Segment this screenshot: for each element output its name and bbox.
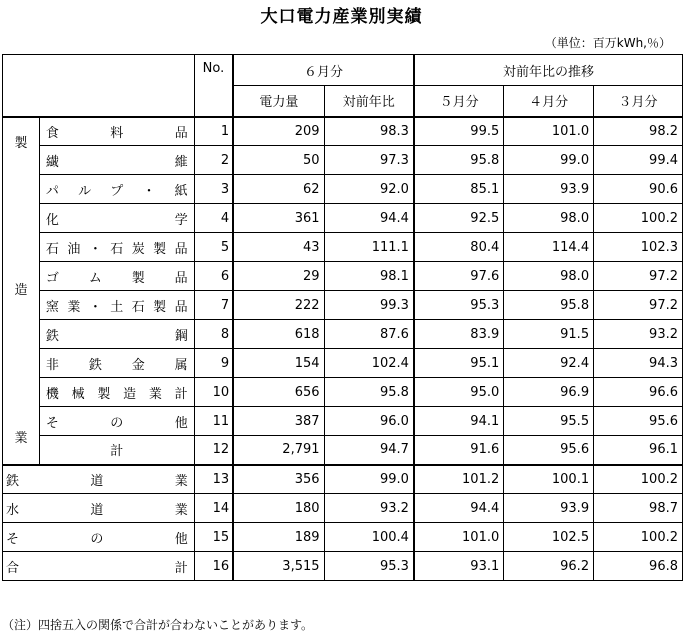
cell-may: 95.8 <box>414 146 504 175</box>
group-label-manufacturing <box>3 117 40 465</box>
cell-may: 83.9 <box>414 320 504 349</box>
cell-mar: 100.2 <box>594 465 683 494</box>
table-row <box>3 291 683 320</box>
table-row <box>3 494 683 523</box>
row-label-char: ・ <box>88 299 102 315</box>
cell-power: 29 <box>233 262 324 291</box>
row-label-char: 製 <box>153 299 167 315</box>
table-row <box>3 436 683 465</box>
row-label-char: の <box>110 415 124 431</box>
row-label <box>3 523 195 552</box>
header-yoy-trend: 対前年比の推移 <box>414 55 683 86</box>
cell-apr: 102.5 <box>504 523 594 552</box>
row-label <box>39 233 194 262</box>
row-label-char: 製 <box>131 270 145 286</box>
header-may: ５月分 <box>414 86 504 117</box>
row-label-char: 機 <box>45 386 59 402</box>
cell-mar: 97.2 <box>594 262 683 291</box>
row-label-char: 金 <box>131 357 145 373</box>
table-row <box>3 146 683 175</box>
row-label-chars <box>46 383 188 402</box>
cell-power: 356 <box>233 465 324 494</box>
cell-yoy: 93.2 <box>324 494 414 523</box>
row-label-char: 業 <box>148 386 162 402</box>
cell-yoy: 98.1 <box>324 262 414 291</box>
row-label-chars <box>46 267 188 286</box>
cell-may: 95.3 <box>414 291 504 320</box>
row-label-char: 道 <box>90 473 104 489</box>
row-label: 計 <box>39 436 194 465</box>
cell-yoy: 98.3 <box>324 117 414 146</box>
unit-label: （単位：百万kWh,％） <box>544 36 671 50</box>
row-no: 14 <box>194 494 233 523</box>
row-label-char: ・ <box>142 183 156 199</box>
cell-apr: 98.0 <box>504 204 594 233</box>
row-label-char: 他 <box>174 531 188 547</box>
row-no: 7 <box>194 291 233 320</box>
cell-apr: 101.0 <box>504 117 594 146</box>
cell-apr: 95.6 <box>504 436 594 465</box>
row-label-char: 学 <box>174 212 188 228</box>
cell-yoy: 94.7 <box>324 436 414 465</box>
table-row <box>3 204 683 233</box>
header-yoy: 対前年比 <box>324 86 414 117</box>
cell-may: 94.1 <box>414 407 504 436</box>
cell-power: 50 <box>233 146 324 175</box>
cell-may: 93.1 <box>414 552 504 581</box>
cell-mar: 97.2 <box>594 291 683 320</box>
row-no: 4 <box>194 204 233 233</box>
row-label-char: 属 <box>174 357 188 373</box>
cell-power: 62 <box>233 175 324 204</box>
row-label-char: 造 <box>123 386 137 402</box>
cell-mar: 90.6 <box>594 175 683 204</box>
table-row <box>3 552 683 581</box>
row-label-char: 繊 <box>45 154 59 170</box>
table-row <box>3 117 683 146</box>
row-label-char: 石 <box>110 241 124 257</box>
cell-power: 387 <box>233 407 324 436</box>
row-label-char: 品 <box>174 241 188 257</box>
cell-power: 3,515 <box>233 552 324 581</box>
cell-yoy: 94.4 <box>324 204 414 233</box>
cell-apr: 95.8 <box>504 291 594 320</box>
row-label <box>39 378 194 407</box>
row-label-chars <box>6 528 188 547</box>
table-row <box>3 233 683 262</box>
table-row <box>3 262 683 291</box>
row-label <box>39 262 194 291</box>
row-label-char: 鉄 <box>6 473 20 489</box>
cell-may: 95.1 <box>414 349 504 378</box>
cell-yoy: 92.0 <box>324 175 414 204</box>
row-label-char: 鋼 <box>174 328 188 344</box>
page-title: 大口電力産業別実績 <box>260 7 423 27</box>
cell-may: 80.4 <box>414 233 504 262</box>
row-label <box>3 465 195 494</box>
table-row <box>3 320 683 349</box>
footnote: （注）四捨五入の関係で合計が合わないことがあります。 <box>2 618 314 632</box>
cell-apr: 98.0 <box>504 262 594 291</box>
cell-power: 180 <box>233 494 324 523</box>
row-label-chars <box>6 557 188 576</box>
row-label-char: 食 <box>45 125 59 141</box>
cell-yoy: 111.1 <box>324 233 414 262</box>
row-label-char: 械 <box>71 386 85 402</box>
row-label-char: 品 <box>174 299 188 315</box>
header-no: No. <box>194 55 233 117</box>
row-label-chars <box>46 354 188 373</box>
cell-may: 92.5 <box>414 204 504 233</box>
cell-mar: 95.6 <box>594 407 683 436</box>
group-label-char: 製 <box>14 135 28 151</box>
row-no: 11 <box>194 407 233 436</box>
cell-mar: 100.2 <box>594 204 683 233</box>
cell-yoy: 99.3 <box>324 291 414 320</box>
header-june: ６月分 <box>233 55 414 86</box>
cell-power: 43 <box>233 233 324 262</box>
cell-yoy: 95.3 <box>324 552 414 581</box>
cell-apr: 99.0 <box>504 146 594 175</box>
cell-mar: 102.3 <box>594 233 683 262</box>
header-row-1 <box>3 55 683 86</box>
cell-power: 361 <box>233 204 324 233</box>
row-label-char: パ <box>45 183 59 199</box>
row-no: 15 <box>194 523 233 552</box>
row-no: 5 <box>194 233 233 262</box>
row-label-char: 炭 <box>131 241 145 257</box>
row-label-char: プ <box>110 183 124 199</box>
row-label-char: 鉄 <box>88 357 102 373</box>
row-label-chars <box>46 209 188 228</box>
cell-mar: 100.2 <box>594 523 683 552</box>
row-label-char: 化 <box>45 212 59 228</box>
header-apr: ４月分 <box>504 86 594 117</box>
cell-yoy: 96.0 <box>324 407 414 436</box>
row-no: 2 <box>194 146 233 175</box>
row-label-chars <box>46 122 188 141</box>
row-label-char: 水 <box>6 502 20 518</box>
cell-may: 91.6 <box>414 436 504 465</box>
row-no: 12 <box>194 436 233 465</box>
row-no: 3 <box>194 175 233 204</box>
row-label-char: の <box>90 531 104 547</box>
row-label-char: 紙 <box>174 183 188 199</box>
row-label-char: 道 <box>90 502 104 518</box>
cell-apr: 93.9 <box>504 175 594 204</box>
row-label-char: 土 <box>110 299 124 315</box>
row-label-chars <box>46 238 188 257</box>
row-label-char: 計 <box>174 386 188 402</box>
row-label <box>39 146 194 175</box>
cell-power: 2,791 <box>233 436 324 465</box>
row-no: 9 <box>194 349 233 378</box>
row-no: 13 <box>194 465 233 494</box>
header-mar: ３月分 <box>594 86 683 117</box>
cell-apr: 100.1 <box>504 465 594 494</box>
cell-mar: 96.6 <box>594 378 683 407</box>
cell-may: 95.0 <box>414 378 504 407</box>
table-row <box>3 407 683 436</box>
row-label-char: 窯 <box>45 299 59 315</box>
cell-yoy: 95.8 <box>324 378 414 407</box>
row-label-char: 料 <box>110 125 124 141</box>
row-label-chars <box>6 499 188 518</box>
cell-mar: 93.2 <box>594 320 683 349</box>
cell-may: 101.2 <box>414 465 504 494</box>
row-no: 6 <box>194 262 233 291</box>
cell-yoy: 87.6 <box>324 320 414 349</box>
cell-mar: 96.1 <box>594 436 683 465</box>
cell-apr: 92.4 <box>504 349 594 378</box>
table-row <box>3 465 683 494</box>
row-no: 16 <box>194 552 233 581</box>
cell-may: 94.4 <box>414 494 504 523</box>
row-label-char: そ <box>6 531 20 547</box>
row-label-char: 維 <box>174 154 188 170</box>
row-label-chars <box>46 296 188 315</box>
table-row <box>3 378 683 407</box>
row-label-char: 製 <box>97 386 111 402</box>
cell-power: 618 <box>233 320 324 349</box>
cell-apr: 114.4 <box>504 233 594 262</box>
row-label-char: 製 <box>153 241 167 257</box>
row-label-char: ゴ <box>45 270 59 286</box>
row-no: 10 <box>194 378 233 407</box>
cell-mar: 94.3 <box>594 349 683 378</box>
cell-power: 222 <box>233 291 324 320</box>
row-label <box>39 117 194 146</box>
row-label-char: 合 <box>6 560 20 576</box>
row-no: 8 <box>194 320 233 349</box>
cell-may: 97.6 <box>414 262 504 291</box>
row-label-chars <box>46 151 188 170</box>
cell-mar: 98.2 <box>594 117 683 146</box>
row-label-char: ム <box>88 270 102 286</box>
row-label <box>39 291 194 320</box>
cell-may: 101.0 <box>414 523 504 552</box>
cell-apr: 96.9 <box>504 378 594 407</box>
row-label-char: 計 <box>174 560 188 576</box>
cell-power: 189 <box>233 523 324 552</box>
cell-mar: 96.8 <box>594 552 683 581</box>
cell-apr: 95.5 <box>504 407 594 436</box>
table-row <box>3 523 683 552</box>
group-label-char: 造 <box>14 283 28 298</box>
row-label-chars <box>6 470 188 489</box>
header-power: 電力量 <box>233 86 324 117</box>
row-label <box>3 552 195 581</box>
row-label-chars <box>46 180 188 199</box>
row-label-chars <box>46 412 188 431</box>
row-label-char: 品 <box>174 125 188 141</box>
row-label-char: 非 <box>45 357 59 373</box>
row-label-char: 鉄 <box>45 328 59 344</box>
row-label-char: ル <box>78 183 92 199</box>
row-label <box>3 494 195 523</box>
table-row <box>3 349 683 378</box>
row-label-char: 品 <box>174 270 188 286</box>
cell-power: 154 <box>233 349 324 378</box>
row-label-char: 業 <box>174 502 188 518</box>
cell-mar: 99.4 <box>594 146 683 175</box>
row-label-chars <box>46 325 188 344</box>
row-label <box>39 320 194 349</box>
header-blank <box>3 55 195 117</box>
cell-apr: 91.5 <box>504 320 594 349</box>
cell-apr: 96.2 <box>504 552 594 581</box>
row-no: 1 <box>194 117 233 146</box>
row-label-char: そ <box>45 415 59 431</box>
electricity-table <box>2 54 683 581</box>
row-label-char: 業 <box>174 473 188 489</box>
cell-apr: 93.9 <box>504 494 594 523</box>
row-label-char: 他 <box>174 415 188 431</box>
cell-power: 656 <box>233 378 324 407</box>
row-label-char: 石 <box>45 241 59 257</box>
row-label <box>39 349 194 378</box>
row-label-char: 石 <box>131 299 145 315</box>
row-label <box>39 204 194 233</box>
cell-may: 99.5 <box>414 117 504 146</box>
row-label <box>39 175 194 204</box>
cell-yoy: 97.3 <box>324 146 414 175</box>
cell-yoy: 99.0 <box>324 465 414 494</box>
group-label-char: 業 <box>14 430 28 446</box>
table-row <box>3 175 683 204</box>
row-label-char: ・ <box>88 241 102 257</box>
row-label-char: 油 <box>67 241 81 257</box>
cell-yoy: 102.4 <box>324 349 414 378</box>
cell-power: 209 <box>233 117 324 146</box>
cell-yoy: 100.4 <box>324 523 414 552</box>
cell-may: 85.1 <box>414 175 504 204</box>
row-label <box>39 407 194 436</box>
row-label-char: 業 <box>67 299 81 315</box>
cell-mar: 98.7 <box>594 494 683 523</box>
